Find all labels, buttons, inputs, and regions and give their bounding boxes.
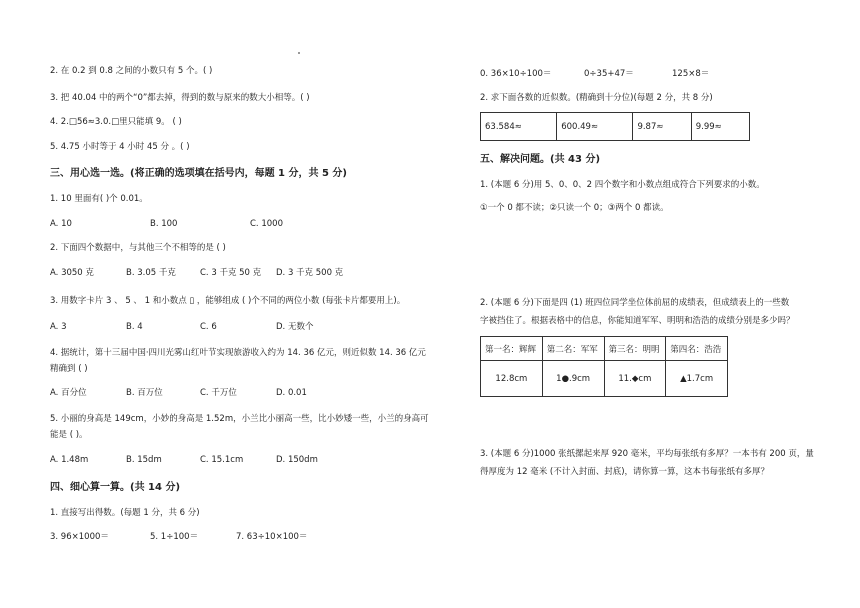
- score-table-header: 第三名：明明: [604, 337, 666, 361]
- judge-question-2: 2. 在 0.2 到 0.8 之间的小数只有 5 个。( ): [50, 66, 213, 76]
- score-table-header: 第四名：浩浩: [666, 337, 728, 361]
- calc-item-3: 7. 63÷10×100＝: [236, 532, 308, 542]
- approx-cell: 9.99≈: [691, 113, 749, 141]
- judge-question-4: 4. 2.□56≈3.0.□里只能填 9。 ( ): [50, 117, 182, 127]
- approx-cell: 63.584≈: [481, 113, 557, 141]
- approx-cell: 600.49≈: [557, 113, 633, 141]
- approx-table: [480, 112, 750, 141]
- calc-instructions: 1. 直接写出得数。(每题 1 分，共 6 分): [50, 508, 200, 518]
- judge-question-5: 5. 4.75 小时等于 4 小时 45 分 。( ): [50, 142, 190, 152]
- score-table-header: 第一名：辉辉: [481, 337, 543, 361]
- choice-question-5-line-2: 能是 ( )。: [50, 430, 88, 440]
- choice-5-option-c: C. 15.1cm: [200, 455, 244, 465]
- problem-3-line-1: 3. (本题 6 分)1000 张纸摞起来厚 920 毫米，平均每张纸有多厚？一本书有 200 页，量: [480, 449, 814, 459]
- choice-question-3: 3. 用数字卡片 3 、 5 、 1 和小数点 ▯ ，能够组成 ( )个不同的两位小数 (每张卡片都要用上)。: [50, 296, 406, 306]
- choice-5-option-a: A. 1.48m: [50, 455, 89, 465]
- choice-question-2: 2. 下面四个数据中，与其他三个不相等的是 ( ): [50, 243, 226, 253]
- problem-2-line-2: 字被挡住了。根据表格中的信息，你能知道军军、明明和浩浩的成绩分别是多少吗？: [480, 316, 795, 326]
- section-3-title: 三、用心选一选。(将正确的选项填在括号内，每题 1 分，共 5 分): [50, 168, 347, 179]
- judge-question-3: 3. 把 40.04 中的两个“0”都去掉，得到的数与原来的数大小相等。( ): [50, 93, 310, 103]
- score-table-cell: 11.◆cm: [604, 361, 666, 397]
- score-table-cell: 1●.9cm: [542, 361, 604, 397]
- page-divider-dot: [298, 52, 300, 54]
- choice-5-option-d: D. 150dm: [276, 455, 318, 465]
- calc-item-6: 125×8＝: [672, 69, 710, 79]
- choice-4-option-c: C. 千万位: [200, 388, 237, 398]
- problem-3-line-2: 得厚度为 12 毫米 (不计入封面、封底)，请你算一算，这本书每张纸有多厚？: [480, 467, 770, 477]
- choice-1-option-b: B. 100: [150, 219, 178, 229]
- calc-item-2: 5. 1÷100＝: [150, 532, 199, 542]
- choice-3-option-d: D. 无数个: [276, 322, 314, 332]
- choice-5-option-b: B. 15dm: [126, 455, 162, 465]
- choice-4-option-a: A. 百分位: [50, 388, 87, 398]
- choice-3-option-c: C. 6: [200, 322, 217, 332]
- choice-2-option-b: B. 3.05 千克: [126, 268, 176, 278]
- choice-3-option-b: B. 4: [126, 322, 143, 332]
- choice-1-option-a: A. 10: [50, 219, 72, 229]
- choice-question-4-line-2: 精确到 ( ): [50, 364, 88, 374]
- choice-4-option-b: B. 百万位: [126, 388, 163, 398]
- section-5-title: 五、解决问题。(共 43 分): [480, 154, 601, 165]
- approx-instructions: 2. 求下面各数的近似数。(精确到十分位)(每题 2 分，共 8 分): [480, 93, 713, 103]
- calc-item-4: 0. 36×10÷100＝: [480, 69, 552, 79]
- score-table: [480, 336, 728, 397]
- score-table-cell: ▲1.7cm: [666, 361, 728, 397]
- choice-2-option-a: A. 3050 克: [50, 268, 94, 278]
- score-table-header: 第二名：军军: [542, 337, 604, 361]
- problem-1: 1. (本题 6 分)用 5、0、0、2 四个数字和小数点组成符合下列要求的小数。: [480, 180, 765, 190]
- approx-cell: 9.87≈: [633, 113, 691, 141]
- score-table-cell: 12.8cm: [481, 361, 543, 397]
- choice-2-option-d: D. 3 千克 500 克: [276, 268, 344, 278]
- calc-item-5: 0÷35+47＝: [584, 69, 634, 79]
- section-4-title: 四、细心算一算。(共 14 分): [50, 482, 181, 493]
- choice-3-option-a: A. 3: [50, 322, 67, 332]
- choice-1-option-c: C. 1000: [250, 219, 283, 229]
- choice-question-4-line-1: 4. 据统计，第十三届中国·四川光雾山红叶节实现旅游收入约为 14. 36 亿元，则近似数 14. 36 亿元: [50, 348, 426, 358]
- problem-1-requirements: ①一个 0 都不读；②只读一个 0；③两个 0 都读。: [480, 203, 669, 213]
- choice-2-option-c: C. 3 千克 50 克: [200, 268, 262, 278]
- choice-4-option-d: D. 0.01: [276, 388, 307, 398]
- choice-question-5-line-1: 5. 小丽的身高是 149cm，小妙的身高是 1.52m，小兰比小丽高一些，比小妙矮一些，小兰的身高可: [50, 414, 429, 424]
- choice-question-1: 1. 10 里面有( )个 0.01。: [50, 194, 148, 204]
- calc-item-1: 3. 96×1000＝: [50, 532, 109, 542]
- problem-2-line-1: 2. (本题 6 分)下面是四 (1) 班四位同学坐位体前屈的成绩表，但成绩表上的一些数: [480, 298, 790, 308]
